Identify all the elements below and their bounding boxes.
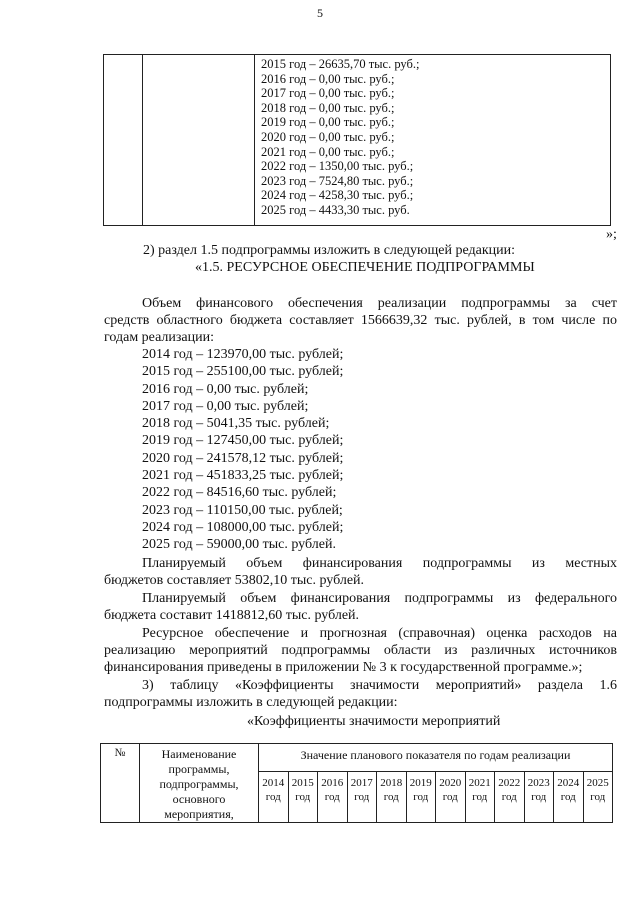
funding-line: 2017 год – 0,00 тыс. руб.; [261, 86, 395, 101]
paragraph-line: Планируемый объем финансирования подпрограммы из федерального [142, 591, 617, 606]
year-column-header [495, 771, 525, 822]
funding-line: 2018 год – 0,00 тыс. руб.; [261, 100, 395, 115]
year-suffix: год [324, 790, 340, 803]
year-funding-item: 2016 год – 0,00 тыс. рублей; [142, 381, 309, 397]
year-column-header [347, 771, 377, 822]
year-column-header [406, 771, 436, 822]
year-funding-list [142, 346, 343, 554]
year-column-header [583, 771, 613, 822]
year-funding-item: 2022 год – 84516,60 тыс. рублей; [142, 485, 337, 501]
year-funding-item: 2024 год – 108000,00 тыс. рублей; [142, 519, 344, 535]
closing-quote: »; [606, 227, 617, 242]
year-label: 2018 [380, 776, 403, 789]
year-column-header [436, 771, 466, 822]
year-label: 2024 [557, 776, 580, 789]
paragraph-line: средств областного бюджета составляет 1566639,32 тыс. рублей, в том числе по [104, 313, 617, 328]
year-funding-item: 2021 год – 451833,25 тыс. рублей; [142, 468, 344, 484]
paragraph-line: подпрограммы изложить в следующей редакции: [104, 695, 398, 710]
year-label: 2016 [321, 776, 344, 789]
year-column-header [318, 771, 348, 822]
year-column-header [288, 771, 318, 822]
year-suffix: год [560, 790, 576, 803]
header-name-line: основного [172, 792, 226, 806]
header-name-line: программы, [168, 762, 230, 776]
funding-line: 2024 год – 4258,30 тыс. руб.; [261, 188, 414, 203]
paragraph-line: Планируемый объем финансирования подпрограммы из местных [142, 556, 617, 571]
header-name-line: подпрограммы, [159, 777, 239, 791]
header-name-line: мероприятия, [164, 807, 234, 821]
table-header-values: Значение планового показателя по годам реализации [259, 744, 613, 772]
year-funding-item: 2017 год – 0,00 тыс. рублей; [142, 398, 309, 414]
page-number: 5 [317, 6, 323, 20]
table-title: «Коэффициенты значимости мероприятий [247, 714, 501, 729]
year-suffix: год [295, 790, 311, 803]
year-label: 2022 [498, 776, 521, 789]
funding-line: 2020 год – 0,00 тыс. руб.; [261, 129, 395, 144]
paragraph-line: 3) таблицу «Коэффициенты значимости мероприятий» раздела 1.6 [142, 678, 617, 693]
year-funding-item: 2025 год – 59000,00 тыс. рублей. [142, 537, 336, 553]
year-suffix: год [472, 790, 488, 803]
year-column-header [465, 771, 495, 822]
section-heading: «1.5. РЕСУРСНОЕ ОБЕСПЕЧЕНИЕ ПОДПРОГРАММЫ [195, 260, 535, 275]
year-column-header [524, 771, 554, 822]
year-label: 2015 [291, 776, 314, 789]
funding-line: 2021 год – 0,00 тыс. руб.; [261, 144, 395, 159]
table-header-name [140, 744, 259, 823]
paragraph-line: Ресурсное обеспечение и прогнозная (справочная) оценка расходов на [142, 626, 617, 641]
funding-line: 2019 год – 0,00 тыс. руб.; [261, 115, 395, 130]
paragraph-line: бюджета составит 1418812,60 тыс. рублей. [104, 608, 360, 623]
paragraph-line: Объем финансового обеспечения реализации подпрограммы за счет [142, 296, 617, 311]
year-suffix: год [265, 790, 281, 803]
year-column-header [259, 771, 289, 822]
funding-line: 2022 год – 1350,00 тыс. руб.; [261, 159, 414, 174]
year-funding-item: 2015 год – 255100,00 тыс. рублей; [142, 364, 344, 380]
section2-instruction: 2) раздел 1.5 подпрограммы изложить в следующей редакции: [143, 243, 516, 258]
year-suffix: год [413, 790, 429, 803]
paragraph-line: финансирования приведены в приложении № 3 к государственной программе.»; [104, 660, 583, 675]
funding-table-empty-cell [104, 55, 143, 226]
year-funding-item: 2018 год – 5041,35 тыс. рублей; [142, 416, 330, 432]
funding-table-empty-cell [143, 55, 255, 226]
year-funding-item: 2023 год – 110150,00 тыс. рублей; [142, 502, 343, 518]
table-header-number: № [101, 744, 140, 823]
funding-table [103, 54, 611, 226]
funding-line: 2015 год – 26635,70 тыс. руб.; [261, 57, 420, 71]
year-funding-item: 2020 год – 241578,12 тыс. рублей; [142, 450, 344, 466]
year-label: 2023 [527, 776, 550, 789]
year-label: 2019 [409, 776, 432, 789]
year-funding-item: 2019 год – 127450,00 тыс. рублей; [142, 433, 344, 449]
year-label: 2020 [439, 776, 462, 789]
year-funding-item: 2014 год – 123970,00 тыс. рублей; [142, 347, 344, 362]
header-name-line: Наименование [161, 747, 237, 761]
year-suffix: год [354, 790, 370, 803]
year-suffix: год [531, 790, 547, 803]
funding-table-values-cell [255, 55, 611, 226]
paragraph-line: реализацию мероприятий подпрограммы области из различных источников [104, 643, 617, 658]
funding-line: 2025 год – 4433,30 тыс. руб. [261, 202, 410, 217]
year-column-header [554, 771, 584, 822]
year-label: 2025 [586, 776, 609, 789]
year-label: 2014 [262, 776, 285, 789]
year-suffix: год [590, 790, 606, 803]
coefficients-table [100, 743, 613, 823]
year-label: 2017 [350, 776, 373, 789]
year-label: 2021 [468, 776, 491, 789]
paragraph-line: бюджетов составляет 53802,10 тыс. рублей. [104, 573, 365, 588]
funding-line: 2023 год – 7524,80 тыс. руб.; [261, 173, 414, 188]
year-suffix: год [442, 790, 458, 803]
year-column-header [377, 771, 407, 822]
funding-line: 2016 год – 0,00 тыс. руб.; [261, 71, 395, 86]
paragraph-line: годам реализации: [104, 330, 214, 345]
year-suffix: год [501, 790, 517, 803]
year-suffix: год [383, 790, 399, 803]
